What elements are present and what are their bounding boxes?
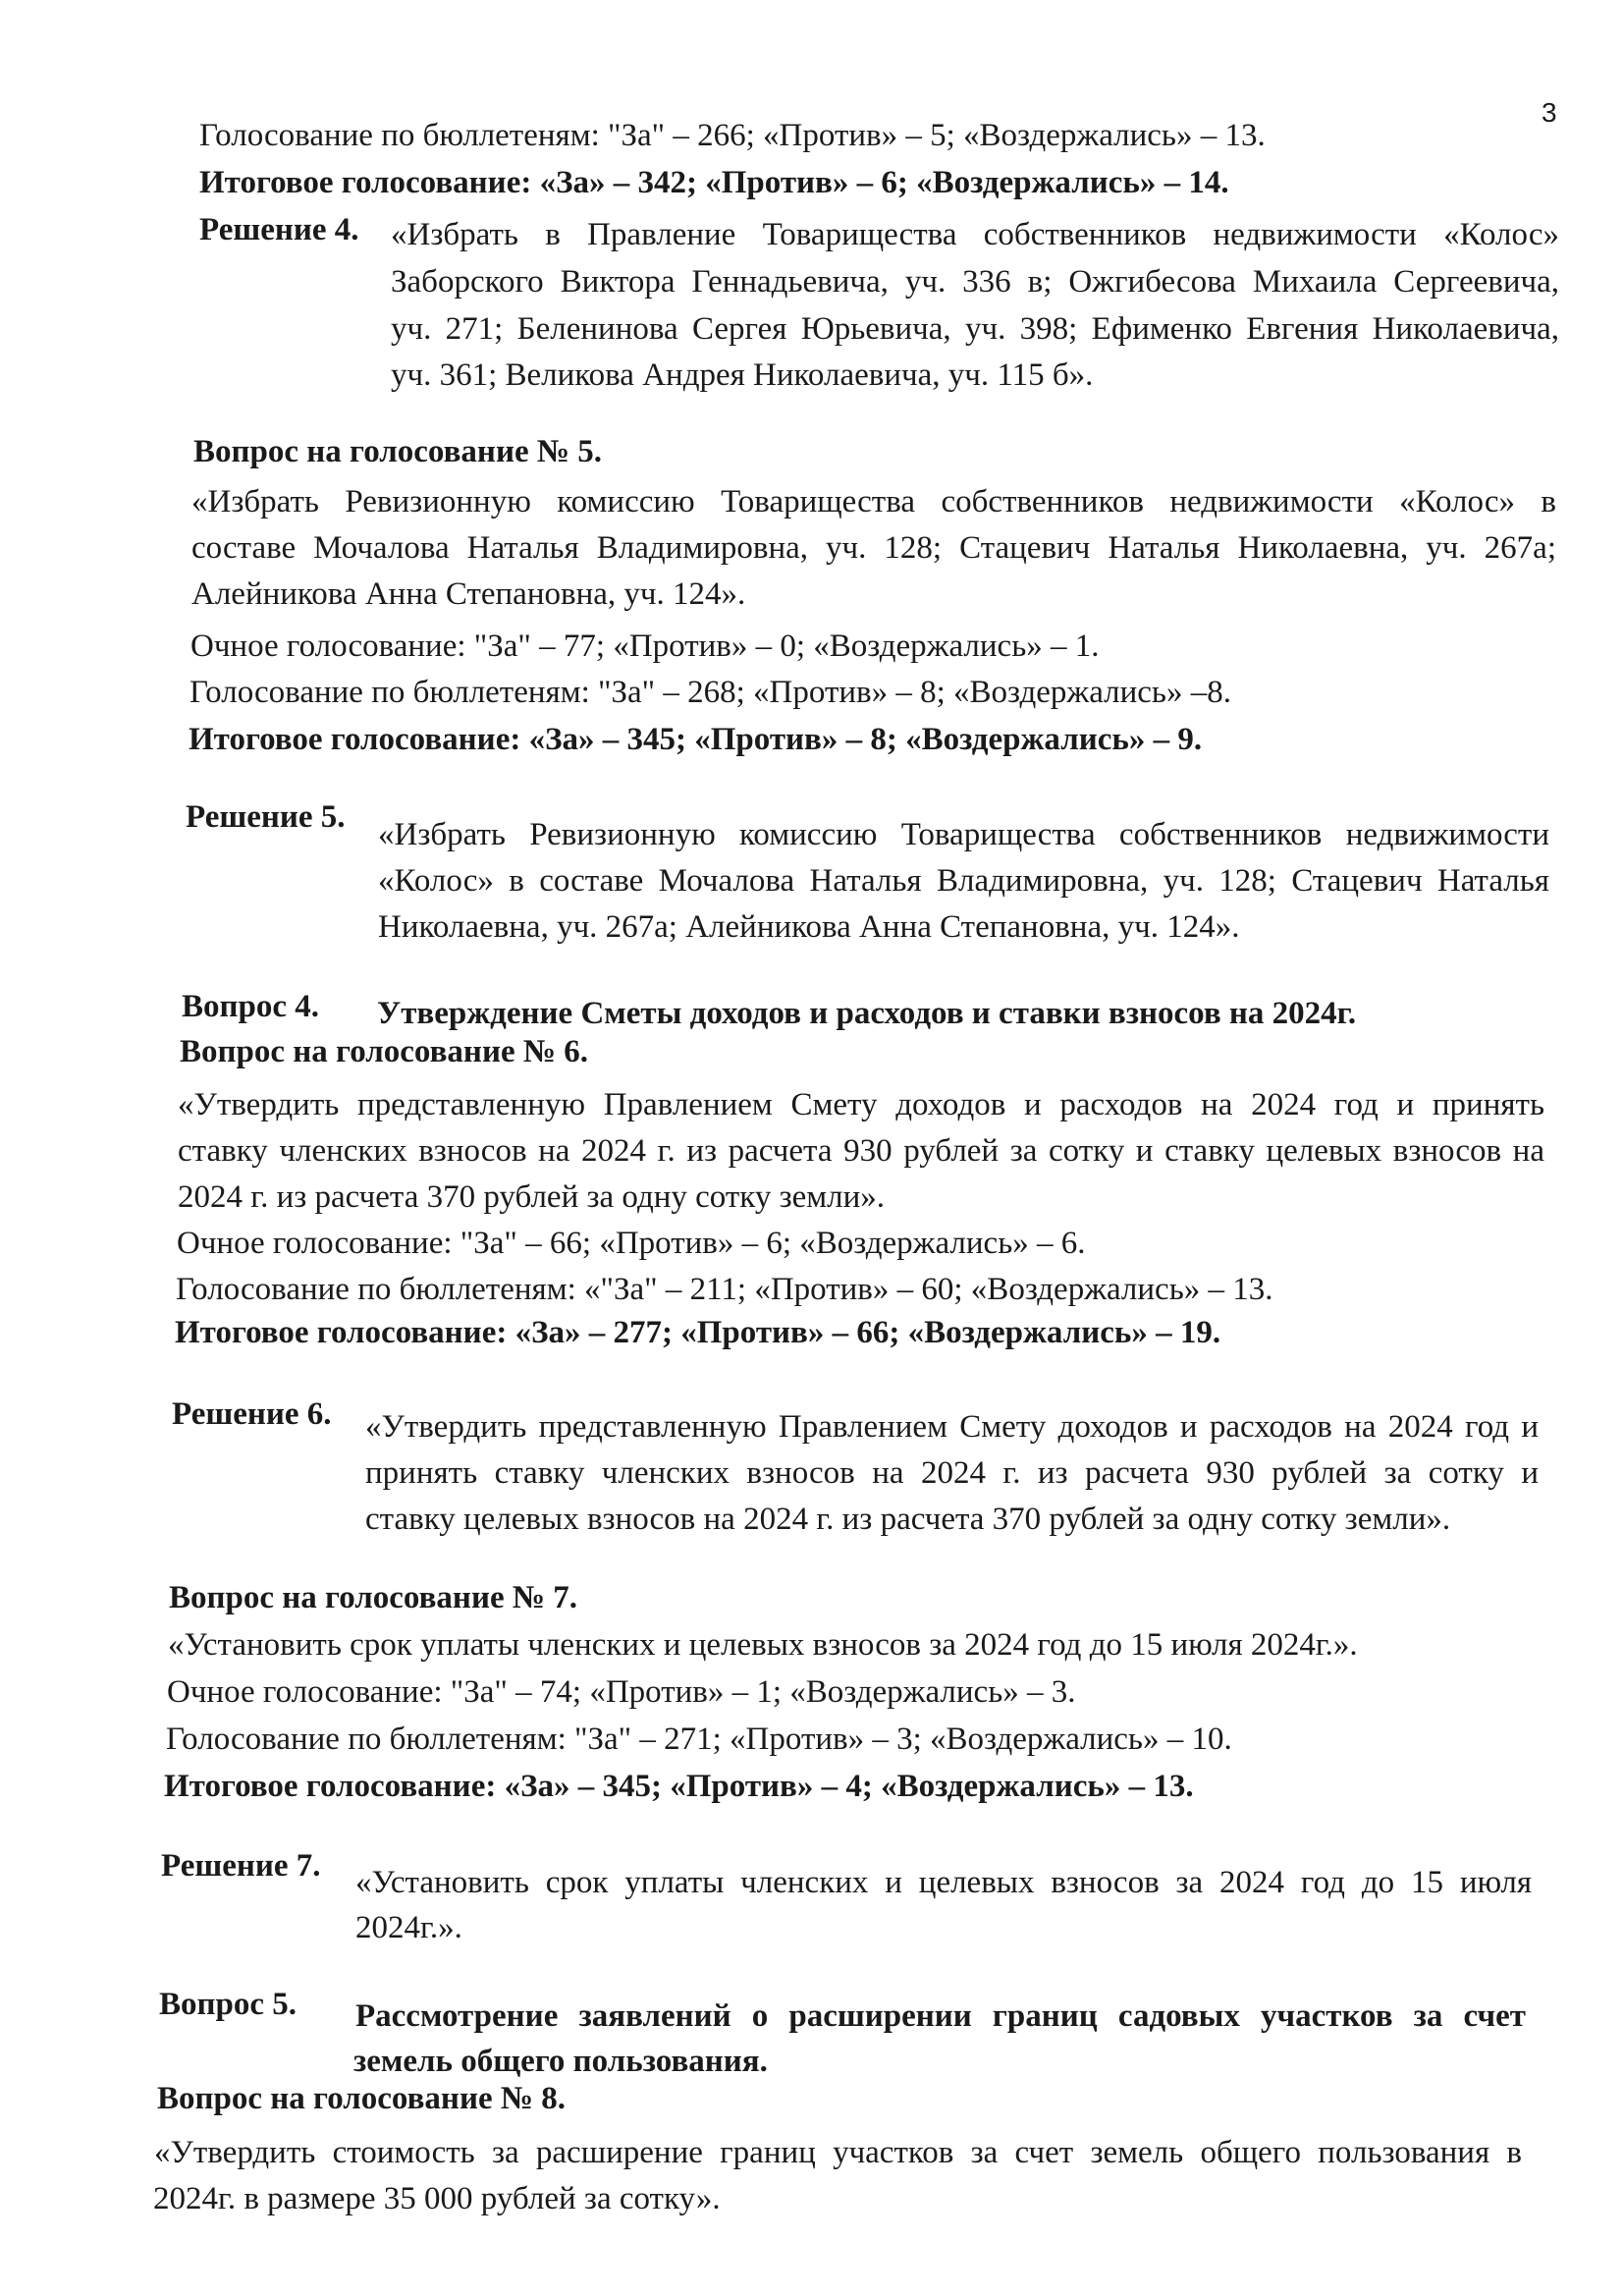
decision-5-line: «Колос» в составе Мочалова Наталья Владимировна, уч. 128; Стацевич Наталья <box>378 863 1549 899</box>
question-4-label: Вопрос 4. <box>182 989 320 1024</box>
total-vote-5: Итоговое голосование: «За» – 345; «Против» – 8; «Воздержались» – 9. <box>189 722 1203 757</box>
vote-6-text-line: «Утвердить представленную Правлением Смету доходов и расходов на 2024 год и принять <box>178 1087 1544 1122</box>
total-vote-7: Итоговое голосование: «За» – 345; «Против» – 4; «Воздержались» – 13. <box>164 1769 1194 1804</box>
total-vote-6: Итоговое голосование: «За» – 277; «Против» – 66; «Воздержались» – 19. <box>175 1315 1221 1350</box>
question-4-title: Утверждение Сметы доходов и расходов и ставки взносов на 2024г. <box>377 996 1357 1031</box>
decision-4-line: уч. 361; Великова Андрея Николаевича, уч. 115 б». <box>391 357 1094 393</box>
vote-5-heading: Вопрос на голосование № 5. <box>193 434 603 469</box>
decision-7-label: Решение 7. <box>161 1848 321 1884</box>
decision-5-line: Николаевна, уч. 267а; Алейникова Анна Степановна, уч. 124». <box>378 909 1240 945</box>
ballot-vote-4: Голосование по бюллетеням: "За" – 266; «Против» – 5; «Воздержались» – 13. <box>199 118 1266 153</box>
vote-6-heading: Вопрос на голосование № 6. <box>180 1034 589 1069</box>
decision-4-line: Заборского Виктора Геннадьевича, уч. 336 в; Ожгибесова Михаила Сергеевича, <box>391 264 1559 300</box>
question-5-title-line: Рассмотрение заявлений о расширении границ садовых участков за счет <box>355 1998 1526 2034</box>
vote-5-text-line: составе Мочалова Наталья Владимировна, уч. 128; Стацевич Наталья Николаевна, уч. 267а; <box>191 530 1556 566</box>
decision-6-line: «Утвердить представленную Правлением Смету доходов и расходов на 2024 год и <box>365 1409 1539 1445</box>
page-number: 3 <box>1542 97 1557 128</box>
vote-8-text-line: «Утвердить стоимость за расширение границ участков за счет земель общего пользования в <box>154 2135 1522 2170</box>
decision-7-line: «Установить срок уплаты членских и целевых взносов за 2024 год до 15 июля <box>355 1865 1532 1900</box>
in-person-vote-6: Очное голосование: "За" – 66; «Против» – 6; «Воздержались» – 6. <box>177 1226 1086 1261</box>
question-5-title-line: земель общего пользования. <box>353 2044 768 2079</box>
question-5-label: Вопрос 5. <box>159 1987 298 2022</box>
vote-8-text-line: 2024г. в размере 35 000 рублей за сотку». <box>153 2181 721 2216</box>
ballot-vote-7: Голосование по бюллетеням: "За" – 271; «Против» – 3; «Воздержались» – 10. <box>166 1722 1232 1757</box>
decision-6-line: ставку целевых взносов на 2024 г. из расчета 370 рублей за одну сотку земли». <box>365 1502 1451 1537</box>
vote-6-text-line: 2024 г. из расчета 370 рублей за одну сотку земли». <box>178 1179 886 1215</box>
decision-5-label: Решение 5. <box>186 799 346 835</box>
decision-4-line: уч. 271; Беленинова Сергея Юрьевича, уч. 398; Ефименко Евгения Николаевича, <box>391 311 1559 347</box>
vote-7-text-line: «Установить срок уплаты членских и целевых взносов за 2024 год до 15 июля 2024г.». <box>168 1627 1358 1663</box>
vote-5-text-line: Алейникова Анна Степановна, уч. 124». <box>191 576 746 612</box>
vote-7-heading: Вопрос на голосование № 7. <box>169 1580 578 1615</box>
vote-8-heading: Вопрос на голосование № 8. <box>157 2081 567 2116</box>
decision-5-line: «Избрать Ревизионную комиссию Товарищества собственников недвижимости <box>378 817 1549 852</box>
decision-4-label: Решение 4. <box>199 212 359 247</box>
vote-6-text-line: ставку членских взносов на 2024 г. из расчета 930 рублей за сотку и ставку целевых взносов на <box>178 1133 1544 1169</box>
decision-6-line: принять ставку членских взносов на 2024 г. из расчета 930 рублей за сотку и <box>365 1455 1539 1491</box>
decision-4-line: «Избрать в Правление Товарищества собственников недвижимости «Колос» <box>391 217 1559 252</box>
decision-7-line: 2024г.». <box>355 1910 462 1945</box>
vote-5-text-line: «Избрать Ревизионную комиссию Товарищества собственников недвижимости «Колос» в <box>191 484 1556 519</box>
in-person-vote-7: Очное голосование: "За" – 74; «Против» – 1; «Воздержались» – 3. <box>167 1674 1076 1710</box>
ballot-vote-6: Голосование по бюллетеням: «"За" – 211; «Против» – 60; «Воздержались» – 13. <box>176 1272 1273 1307</box>
total-vote-4: Итоговое голосование: «За» – 342; «Против» – 6; «Воздержались» – 14. <box>199 165 1229 200</box>
ballot-vote-5: Голосование по бюллетеням: "За" – 268; «Против» – 8; «Воздержались» –8. <box>189 675 1231 710</box>
in-person-vote-5: Очное голосование: "За" – 77; «Против» – 0; «Воздержались» – 1. <box>190 629 1100 664</box>
decision-6-label: Решение 6. <box>172 1396 332 1432</box>
